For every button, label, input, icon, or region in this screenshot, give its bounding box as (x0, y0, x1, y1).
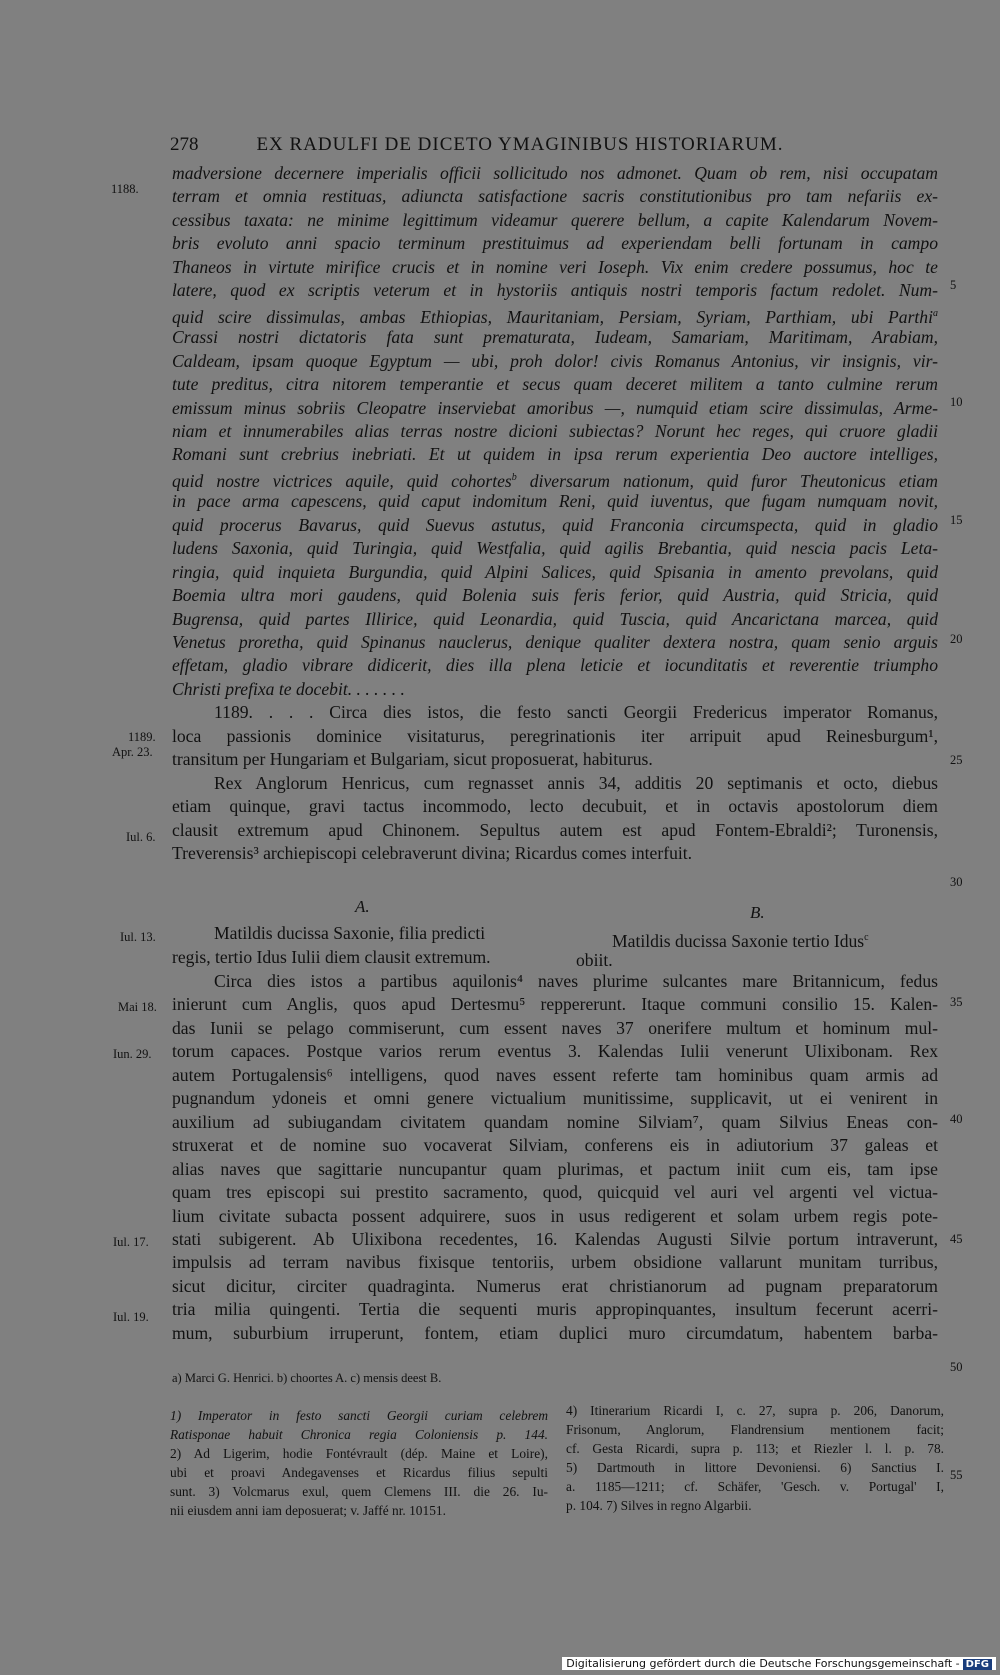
line-number: 35 (950, 995, 963, 1009)
margin-date: Iul. 13. (120, 930, 156, 944)
column-b-line: obiit. (576, 949, 613, 970)
line-number: 30 (950, 875, 963, 889)
text-line: impulsis ad terram navibus fixisque tentoriis, urbem obsidione vallarunt munitam turribus, (172, 1252, 938, 1273)
text-line: stati subigerent. Ab Ulixibona recedentes, 16. Kalendas Augusti Silvie portum intraverunt, (172, 1228, 938, 1249)
text-line: loca passionis dominice visitaturus, peregrinationis iter arripuit apud Reinesburgum¹, (172, 725, 938, 746)
footnote-line: Ratisponae habuit Chronica regia Coloniensis p. 144. (170, 1427, 548, 1442)
text-line: cessibus taxata: ne minime legittimum videamur querere bellum, a capite Kalendarum Novem- (172, 209, 938, 230)
column-a (172, 921, 564, 969)
dfg-logo: DFG (963, 1659, 992, 1670)
text-line: etiam quinque, gravi tactus incommodo, lecto decubuit, et in octavis apostolorum diem (172, 796, 938, 817)
textual-notes: a) Marci G. Henrici. b) choortes A. c) mensis deest B. (172, 1371, 442, 1385)
text-line: lium civitate subacta possent adquirere, suos in usus redigerent et solam urbem regis pote- (172, 1205, 938, 1226)
text-line: Venetus proretha, quid Spinanus nauclerus, denique qualiter dextera nostra, quam senio arguis (172, 632, 938, 652)
text-line: Christi prefixa te docebit. . . . . . . (172, 678, 405, 699)
text-line: struxerat et de nomine suo vocaverat Silviam, conferens eis in adiutorium 37 galeas et (172, 1135, 938, 1156)
running-title: EX RADULFI DE DICETO YMAGINIBUS HISTORIARUM. (256, 134, 784, 155)
text-line: transitum per Hungariam et Bulgariam, sicut proposuerat, habiturus. (172, 749, 653, 770)
text-line: bris evoluto anni spacio terminum prestituimus ad experiendam belli fortunam in campo (172, 233, 938, 254)
text-line: ludens Saxonia, quid Turingia, quid Westfalia, quid agilis Brebantia, quid nescia pacis Leta- (172, 538, 938, 559)
column-a-line: regis, tertio Idus Iulii diem clausit extremum. (172, 947, 491, 967)
text-line: auxilium ad subiugandam civitatem quandam nomine Silviam⁷, quam Silvius Eneas con- (172, 1111, 938, 1132)
column-b-line: Matildis ducissa Saxonie tertio Idus$^c$ (612, 930, 869, 951)
footnotes-left (170, 1406, 548, 1520)
line-number: 55 (950, 1468, 963, 1482)
text-line: quid scire dissimulas, ambas Ethiopias, Mauritaniam, Persiam, Syriam, Parthiam, ubi Parthi$^a$ (172, 306, 938, 327)
footnote-line: cf. Gesta Ricardi, supra p. 113; et Riezler l. l. p. 78. (566, 1441, 944, 1456)
text-line: tute preditus, citra nitorem temperantie et secus quam deceret militem a tanto culmine rerum (172, 374, 938, 395)
margin-date: Mai 18. (118, 1000, 157, 1014)
footer-credit: Digitalisierung gefördert durch die Deutsche Forschungsgemeinschaft - DFG (562, 1657, 996, 1670)
footnote-line: p. 104. 7) Silves in regno Algarbii. (566, 1498, 752, 1513)
margin-date: Iul. 6. (126, 830, 156, 844)
margin-date: Iun. 29. (113, 1047, 152, 1061)
text-line: torum capaces. Postque varios rerum eventus 3. Kalendas Iulii venerunt Ulixibonam. Rex (172, 1041, 938, 1062)
text-line: terram et omnia restituas, adiuncta satisfactione sacris constitutionibus pro tam nefariis ex- (172, 186, 938, 207)
margin-date: Iul. 17. (113, 1235, 149, 1249)
text-line: niam et innumerabiles alias terras nostre dicioni subiectas? Norunt hec reges, qui cruore gladii (172, 420, 938, 441)
footnote-line: 1) Imperator in festo sancti Georgii curiam celebrem (170, 1408, 548, 1423)
text-line: Thaneos in virtute mirifice crucis et in nomine veri Ioseph. Vix enim credere possumus, hoc te (172, 256, 938, 277)
note-mark-a: a (933, 307, 938, 319)
footnote-line: nii eiusdem anni iam deposuerat; v. Jaffé nr. 10151. (170, 1503, 446, 1518)
text-line: Rex Anglorum Henricus, cum regnasset annis 34, additis 20 septimanis et octo, diebus (214, 772, 938, 793)
text-line: in pace arma capescens, quid caput indomitum Reni, quid iuventus, que fugam numquam novit, (172, 491, 938, 512)
text-line: quid nostre victrices aquile, quid cohortes$^b$ diversarum nationum, quid furor Theutonicus etiam (172, 470, 939, 491)
text-line: Boemia ultra mori gaudens, quid Bolenia suis feris ferior, quid Austria, quid Stricia, quid (172, 585, 938, 606)
text-line: tria milia quingenti. Tertia die sequenti muris appropinquantes, insultum fecerunt acerri- (172, 1299, 938, 1320)
column-head-a: A. (355, 897, 370, 916)
text-line: effetam, gladio vibrare didicerit, dies illa plena leticie et iocunditatis et reverentie triumpho (172, 655, 938, 676)
footnote-line: 2) Ad Ligerim, hodie Fontévrault (dép. Maine et Loire), (170, 1446, 548, 1461)
margin-date: Apr. 23. (112, 745, 153, 759)
text-line: sicut dicitur, circiter quadraginta. Numerus erat christianorum ad pugnam preparatorum (172, 1275, 938, 1296)
text-line: quid procerus Bavarus, quid Suevus astutus, quid Franconia circumspecta, quid in gladio (172, 514, 938, 535)
footnotes-right (566, 1401, 944, 1515)
line-number: 10 (950, 395, 963, 409)
column-a-line: Matildis ducissa Saxonie, filia predicti (214, 923, 486, 943)
line-number: 50 (950, 1360, 963, 1374)
text-line: emissum minus sobriis Cleopatre inserviebat amoribus —, numquid etiam scire dissimulas, Arme- (172, 397, 938, 418)
text-line: Caldeam, ipsam quoque Egyptum — ubi, proh dolor! civis Romanus Antonius, vir insignis, vir- (172, 350, 938, 371)
footnote-line: sunt. 3) Volcmarus exul, quem Clemens III. die 26. Iu- (170, 1484, 548, 1499)
line-number: 20 (950, 632, 963, 646)
text-line: Crassi nostri dictatoris fata sunt prematurata, Iudeam, Samariam, Maritimam, Arabiam, (172, 327, 938, 348)
line-number: 25 (950, 753, 963, 767)
text-line: inierunt cum Anglis, quos apud Dertesmu⁵ reppererunt. Itaque communi consilio 15. Kalen- (172, 994, 938, 1015)
margin-date: 1189. (128, 730, 156, 744)
text-line: alias naves que sagittarie nuncupantur quam plurimas, et pactum iniit cum eis, tam ipse (172, 1158, 938, 1179)
line-number: 45 (950, 1232, 963, 1246)
column-head-b: B. (750, 903, 765, 922)
page-number: 278 (170, 134, 199, 155)
footnote-line: a. 1185—1211; cf. Schäfer, 'Gesch. v. Portugal' I, (566, 1479, 944, 1494)
footnote-line: ubi et proavi Andegavenses et Ricardus filius sepulti (170, 1465, 548, 1480)
text-line: 1189. . . . Circa dies istos, die festo sancti Georgii Fredericus imperator Romanus, (214, 702, 938, 723)
text-line: Bugrensa, quid partes Illirice, quid Leonardia, quid Tuscia, quid Ancarictana marcea, quid (172, 608, 938, 629)
note-mark-b: b (511, 471, 517, 483)
text-line: das Iunii se pelago commiserunt, cum essent naves 37 onerifere multum et hominum mul- (172, 1017, 938, 1038)
text-line: clausit extremum apud Chinonem. Sepultus autem est apud Fontem-Ebraldi²; Turonensis, (172, 819, 938, 840)
line-number: 15 (950, 513, 963, 527)
footnote-line: Frisonum, Anglorum, Flandrensium mentionem facit; (566, 1422, 944, 1437)
text-line: madversione decernere imperialis officii sollicitudo nos admonet. Quam ob rem, nisi occupatam (172, 163, 938, 183)
margin-date: 1188. (111, 182, 139, 196)
footnote-line: 4) Itinerarium Ricardi I, c. 27, supra p. 206, Danorum, (566, 1403, 944, 1418)
text-line: autem Portugalensis⁶ intelligens, quod naves essent referte tam hominibus quam armis ad (172, 1064, 938, 1085)
text-line: quam tres episcopi sui prestito sacramento, quod, quicquid vel auri vel argenti vel victua- (172, 1182, 938, 1203)
footnote-line: 5) Dartmouth in littore Devoniensi. 6) Sanctius I. (566, 1460, 944, 1475)
line-number: 5 (950, 278, 957, 292)
text-line: mum, suburbium irruperunt, fontem, etiam duplici muro circumdatum, habentem barba- (172, 1322, 938, 1343)
margin-date: Iul. 19. (113, 1310, 149, 1324)
text-line: Treverensis³ archiepiscopi celebraverunt divina; Ricardus comes interfuit. (172, 843, 693, 864)
text-line: pugnandum ydoneis et omni genere victualium munitissime, supplicavit, ut ei venirent in (172, 1088, 938, 1109)
line-number: 40 (950, 1112, 963, 1126)
text-line: Circa dies istos a partibus aquilonis⁴ naves plurime sulcantes mare Britannicum, fedus (214, 971, 938, 991)
text-line: Romani sunt crebrius inebriati. Et ut quidem in ipsa rerum experientia Deo auctore intelliges, (172, 444, 938, 465)
text-line: latere, quod ex scriptis veterum et in hystoriis antiquis nostri temporis factum redolet. Num- (172, 280, 938, 301)
text-line: ringia, quid inquieta Burgundia, quid Alpini Salices, quid Spisania in amento prevolans, quid (172, 561, 938, 582)
